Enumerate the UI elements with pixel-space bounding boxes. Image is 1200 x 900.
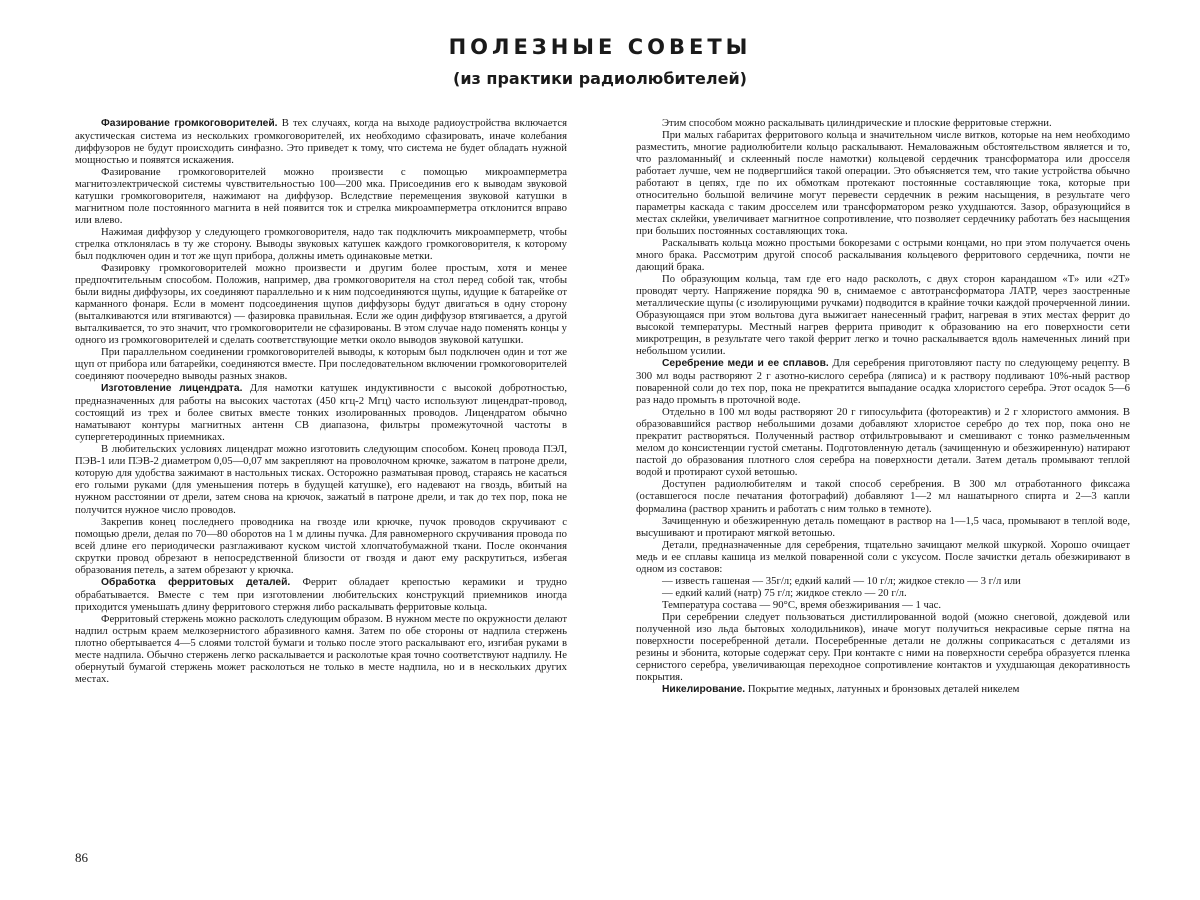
section-heading: Обработка ферритовых деталей. xyxy=(101,576,291,588)
paragraph-text: Для намотки катушек индуктивности с высокой добротностью, предназначенных для работы на высоких частотах (450 кгц-2 Мгц) часто используют лицендрат-провод, состоящий из трех и более свитых вместе тонких изолированных проводов. Лицендратом обычно наматывают контуры магнитных антенн СВ диапазона, фильтры промежуточной частоты в супергетеродинных приемниках. xyxy=(75,382,567,444)
left-column xyxy=(75,117,567,852)
paragraph xyxy=(636,587,1130,599)
paragraph-text: Фазировку громкоговорителей можно произвести и другим более простым, хотя и менее предпочтительным способом. Положив, например, два громкоговорителя на стол перед собой так, чтобы были видны диффузоры, их соединяют параллельно и к ним подсоединяются щупы, идущие к батарейке от карманного фонаря. Если в момент подсоединения щупов диффузоры будут двигаться в одну сторону (выталкиваются или втягиваются) — фазировка правильная. Если же один диффузор втягивается, а другой выталкивается, то это значит, что громкоговорители не сфазированы. В этом случае надо поменять концы у одного из громкоговорителей и сделать соответствующие метки около выводов звуковой катушки. xyxy=(75,262,567,347)
paragraph-text: Доступен радиолюбителям и такой способ серебрения. В 300 мл отработанного фиксажа (оставшегося после печатания фотографий) добавляют 1—2 мл нашатырного спирта и 2—3 капли формалина (раствор хранить и работать с ним только в темноте). xyxy=(636,478,1130,515)
paragraph-text: Зачищенную и обезжиренную деталь помещают в раствор на 1—1,5 часа, промывают в теплой воде, высушивают и протирают мягкой ветошью. xyxy=(636,514,1130,539)
paragraph-text: При малых габаритах ферритового кольца и значительном числе витков, которые на нем необходимо разместить, многие радиолюбители кольцо раскалывают. Немаловажным обстоятельством является и то, что разломанный( и склеенный после намотки) кольцевой сердечник трансформатора или дросселя работает лучше, чем не подвергшийся такой операции. Это объясняется тем, что такие устройства обычно работают в цепях, где по их обмоткам протекают постоянные составляющие тока, которые при относительно большой величине могут перевести сердечник в режим насыщения, в результате чего параметры каскада с таким дросселем или трансформатором резко ухудшаются. Зазор, образующийся в местах склейки, увеличивает магнитное сопротивление, что позволяет сердечнику работать без насыщения при больших постоянных составляющих тока. xyxy=(636,129,1130,238)
section-heading: Изготовление лицендрата. xyxy=(101,383,243,395)
paragraph-text: Детали, предназначенные для серебрения, тщательно зачищают мелкой шкуркой. Хорошо очищает медь и ее сплавы кашица из мелкой поваренной соли с уксусом. После зачистки деталь обезжиривают в одном из составов: xyxy=(636,538,1130,575)
paragraph xyxy=(636,237,1130,273)
paragraph xyxy=(636,129,1130,237)
paragraph xyxy=(636,478,1130,514)
paragraph-text: При параллельном соединении громкоговорителей выводы, к которым был подключен один и тот же щуп от прибора или батарейки, соединяются вместе. При последовательном включении громкоговорителей соединяют поочередно выводы разных знаков. xyxy=(75,346,567,383)
paragraph xyxy=(636,575,1130,587)
paragraph xyxy=(75,226,567,262)
paragraph-text: Феррит обладает крепостью керамики и трудно обрабатывается. Вместе с тем при изготовлении любительских конструкций приемников иногда приходится уменьшать длину ферритового стержня либо раскалывать ферритовые кольца. xyxy=(75,575,567,613)
paragraph xyxy=(636,117,1130,129)
paragraph xyxy=(75,443,567,515)
paragraph xyxy=(75,576,567,613)
paragraph-text: В любительских условиях лицендрат можно изготовить следующим способом. Конец провода ПЭЛ, ПЭВ-1 или ПЭВ-2 диаметром 0,05—0,07 мм закрепляют на проволочном крючке, зажатом в патроне дрели, которую для удобства зажимают в настольных тисках. Осторожно разматывая провод, стараясь не касаться его голыми руками (для уменьшения потерь в будущей катушке), его надевают на гвоздь, вбитый на нужном расстоянии от дрели, затем снова на крючок, зажатый в патроне дрели, и так до тех пор, пока не получится нужное число проводов. xyxy=(75,443,567,516)
paragraph-text: Закрепив конец последнего проводника на гвозде или крючке, пучок проводов скручивают с помощью дрели, делая по 70—80 оборотов на 1 м длины пучка. Для равномерного скручивания провода по всей длине его периодически разглаживают куском чистой хлопчатобумажной ткани. После окончания скрутки провод обрезают в непосредственной близости от гвоздя и дают ему раскрутиться, избегая образования петель, а затем обрезают у крючка. xyxy=(75,515,567,576)
page-subtitle: (из практики радиолюбителей) xyxy=(453,69,747,88)
paragraph-text: В тех случаях, когда на выходе радиоустройства включается акустическая система из нескольких громкоговорителей, их необходимо сфазировать, иначе колебания диффузоров не будут происходить синфазно. Это приведет к тому, что система не будет обладать нужной мощностью и появятся искажения. xyxy=(75,117,567,167)
paragraph-text: Покрытие медных, латунных и бронзовых деталей никелем xyxy=(745,682,1020,695)
paragraph xyxy=(75,516,567,576)
paragraph-text: Раскалывать кольца можно простыми бокорезами с острыми концами, но при этом получается очень много брака. Рассмотрим другой способ раскалывания кольцевого ферритового сердечника, почти не дающий брака. xyxy=(636,237,1130,274)
paragraph xyxy=(636,406,1130,478)
paragraph xyxy=(636,515,1130,539)
section-heading: Серебрение меди и ее сплавов. xyxy=(662,358,829,370)
paragraph-text: При серебрении следует пользоваться дистиллированной водой (можно снеговой, дождевой или полученной изо льда бытовых холодильников), иначе могут получиться некрасивые серые пятна на поверхности посеребренной детали. Посеребренные детали не должны соприкасаться с деталями из резины и эбонита, которые содержат серу. При контакте с ними на поверхности серебра образуется пленка сернистого серебра, увеличивающая переходное сопротивление контактов и ухудшающая декоративность покрытия. xyxy=(636,610,1130,683)
page-number: 86 xyxy=(75,850,88,865)
paragraph xyxy=(636,683,1130,696)
paragraph xyxy=(636,273,1130,357)
section-heading: Фазирование громкоговорителей. xyxy=(101,118,278,129)
paragraph xyxy=(636,357,1130,406)
paragraph-text: Ферритовый стержень можно расколоть следующим образом. В нужном месте по окружности делают надпил острым краем мелкозернистого абразивного камня. Затем по обе стороны от надпила стержень плотно обертывается 4—5 слоями толстой бумаги и только после этого раскалывают его, изгибая руками в месте надпила. Обычно стержень легко раскалывается и расколотые края точно соответствуют надпилу. Не обернутый бумагой стержень может расколоться не только в месте надпила, но и в нескольких других местах. xyxy=(75,612,567,685)
paragraph-text: Нажимая диффузор у следующего громкоговорителя, надо так подключить микроамперметр, чтобы стрелка отклонялась в ту же сторону. Выводы звуковых катушек каждого громкоговорителя, к которому был подключен один и тот же щуп прибора, должны иметь одинаковые метки. xyxy=(75,226,567,263)
paragraph xyxy=(636,539,1130,575)
paragraph xyxy=(636,611,1130,683)
paragraph xyxy=(636,599,1130,611)
paragraph-text: Температура состава — 90°С, время обезжиривания — 1 час. xyxy=(662,598,942,611)
paragraph xyxy=(75,346,567,382)
paragraph-text: — едкий калий (натр) 75 г/л; жидкое стекло — 20 г/л. xyxy=(662,586,907,599)
paragraph xyxy=(75,262,567,346)
paragraph-text: Этим способом можно раскалывать цилиндрические и плоские ферритовые стержни. xyxy=(662,117,1052,129)
paragraph-text: Отдельно в 100 мл воды растворяют 20 г гипосульфита (фотореактив) и 2 г хлористого аммония. В образовавшийся раствор небольшими дозами добавляют хлористое серебро до тех пор, пока оно не прекратит растворяться. Полученный раствор отфильтровывают и смешивают с тонко размельченным мелом до консистенции густой сметаны. Подготовленную деталь (зачищенную и обезжиренную) натирают пастой до образования плотного слоя серебра на поверхности детали. Затем деталь промывают теплой водой и протирают сухой ветошью. xyxy=(636,406,1130,479)
paragraph-text: — известь гашеная — 35г/л; едкий калий — 10 г/л; жидкое стекло — 3 г/л или xyxy=(662,574,1021,587)
section-heading: Никелирование. xyxy=(662,683,746,695)
paragraph xyxy=(75,613,567,685)
paragraph-text: Фазирование громкоговорителей можно произвести с помощью микроамперметра магнитоэлектрической системы чувствительностью 100—200 мка. Присоединив его к выводам звуковой катушки громкоговорителя, нажимают на диффузор. Вследствие перемещения звуковой катушки в магнитном поле постоянного магнита в ней появится ток и стрелка микроамперметра отклонится вправо или влево. xyxy=(75,166,567,227)
paragraph xyxy=(75,166,567,226)
right-column xyxy=(636,117,1130,852)
paragraph xyxy=(75,382,567,443)
paragraph-text: По образующим кольца, там где его надо расколоть, с двух сторон карандашом «Т» или «2Т» проводят черту. Напряжение порядка 90 в, снимаемое с автотрансформатора ЛАТР, через заостренные металлические щупы (с изолирующими ручками) подводится в крайние точки каждой прочерченной линии. Образующаяся при этом вольтова дуга выжигает нанесенный графит, нагревая в этих местах феррит до высокой температуры. Местный нагрев феррита приводит к образованию на его поверхности сети микротрещин, в результате чего такой феррит легко и точно раскалывается вдоль намеченных линий при небольшом усилии. xyxy=(636,273,1130,358)
paragraph xyxy=(75,117,567,166)
paragraph-text: Для серебрения приготовляют пасту по следующему рецепту. В 300 мл воды растворяют 2 г азотно-кислого серебра (ляписа) и к раствору подливают 10%-ный раствор поваренной соли до тех пор, пока не прекратится выпадание осадка хлористого серебра. Этот осадок 5—6 раз надо промыть в проточной воде. xyxy=(636,357,1130,407)
page-title: ПОЛЕЗНЫЕ СОВЕТЫ xyxy=(448,35,752,59)
